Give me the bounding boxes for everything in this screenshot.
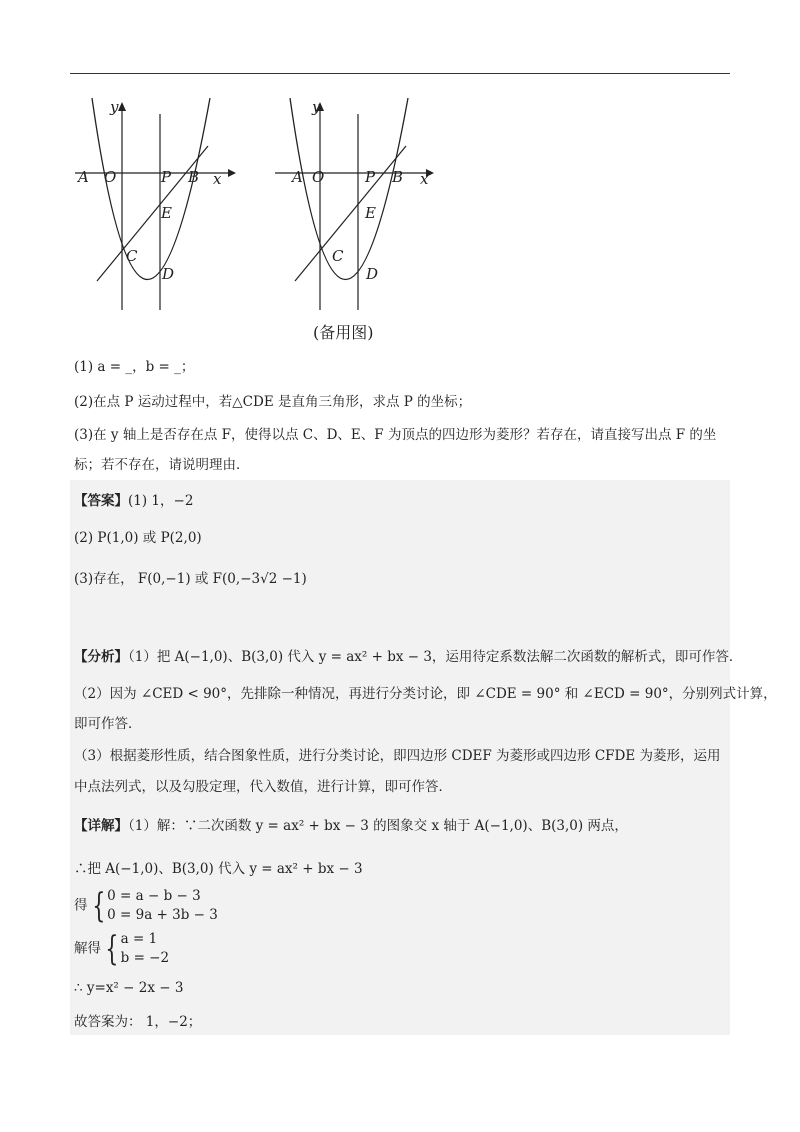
parabola-curve [290, 98, 408, 280]
system-1-prefix: 得 [74, 897, 88, 914]
answer-1: (1) 1，−2 [128, 493, 194, 509]
label-a: A [78, 168, 89, 186]
label-e: E [365, 204, 376, 222]
label-a: A [292, 168, 303, 186]
header-rule [70, 73, 730, 74]
figure-caption: (备用图) [313, 323, 374, 342]
detail-line-3: ∴ y=x² − 2x − 3 [74, 980, 184, 996]
system-1-eq-2: 0 = 9a + 3b − 3 [107, 907, 218, 923]
detail-line-2: ∴把 A(−1,0)、B(3,0) 代入 y = ax² + bx − 3 [74, 861, 363, 877]
brace-icon: { [91, 886, 105, 926]
label-p: P [161, 168, 172, 186]
analysis-part-2-line-2: 即可作答． [74, 716, 142, 732]
answer-line-1 [74, 489, 193, 509]
answer-tag: 【答案】 [74, 493, 128, 509]
answer-2: (2) P(1,0) 或 P(2,0) [74, 530, 202, 546]
detail-text-1: （1）解：∵二次函数 y = ax² + bx − 3 的图象交 x 轴于 A(−1,0)、B(3,0) 两点， [128, 818, 628, 834]
analysis-tag: 【分析】 [74, 649, 128, 665]
system-2-eq-2: b = −2 [120, 950, 170, 966]
figure-2 [268, 98, 438, 308]
label-c: C [332, 247, 344, 265]
label-o: O [104, 168, 117, 186]
analysis-part-3-line-1: （3）根据菱形性质，结合图象性质，进行分类讨论，即四边形 CDEF 为菱形或四边形 CFDE 为菱形，运用 [74, 748, 721, 764]
question-2: (2)在点 P 运动过程中，若△CDE 是直角三角形，求点 P 的坐标； [74, 394, 472, 410]
parabola-graph-2 [268, 98, 438, 308]
x-axis-arrow [228, 169, 236, 177]
equation-system-1 [74, 887, 218, 925]
analysis-part-3-line-2: 中点法列式，以及勾股定理，代入数值，进行计算，即可作答． [74, 779, 452, 795]
answer-3: (3)存在， F(0,−1) 或 F(0,−3√2 −1) [74, 571, 307, 587]
detail-line-4: 故答案为： 1，−2； [74, 1014, 202, 1030]
detail-line-1 [74, 814, 628, 834]
label-c: C [126, 247, 138, 265]
system-2-eq-1: a = 1 [120, 931, 158, 947]
label-y: y [110, 98, 119, 116]
parabola-graph-1 [70, 98, 240, 308]
system-1-eq-1: 0 = a − b − 3 [107, 888, 201, 904]
analysis-part-2-line-1: （2）因为 ∠CED < 90°，先排除一种情况，再进行分类讨论，即 ∠CDE = 90° 和 ∠ECD = 90°，分别列式计算， [74, 686, 777, 702]
analysis-line-1 [74, 645, 742, 665]
label-p: P [365, 168, 376, 186]
label-x: x [213, 170, 222, 188]
label-b: B [188, 168, 200, 186]
label-d: D [162, 265, 175, 283]
y-axis-arrow [118, 102, 126, 111]
question-3-line-2: 标；若不存在，请说明理由． [74, 457, 250, 473]
label-o: O [312, 168, 325, 186]
system-2-prefix: 解得 [74, 940, 101, 957]
parabola-curve [92, 98, 210, 280]
analysis-part-1: （1）把 A(−1,0)、B(3,0) 代入 y = ax² + bx − 3，运用待定系数法解二次函数的解析式，即可作答． [128, 649, 743, 665]
equation-system-2 [74, 930, 169, 968]
question-1: (1) a = _，b = _； [74, 359, 195, 375]
figure-1 [70, 98, 240, 308]
question-3-line-1: (3)在 y 轴上是否存在点 F，使得以点 C、D、E、F 为顶点的四边形为菱形？若存在，请直接写出点 F 的坐 [74, 427, 717, 443]
label-e: E [161, 204, 172, 222]
label-d: D [366, 265, 379, 283]
detail-tag: 【详解】 [74, 818, 128, 834]
brace-icon: { [105, 929, 119, 969]
label-x: x [420, 170, 429, 188]
label-y: y [312, 98, 321, 116]
label-b: B [392, 168, 404, 186]
